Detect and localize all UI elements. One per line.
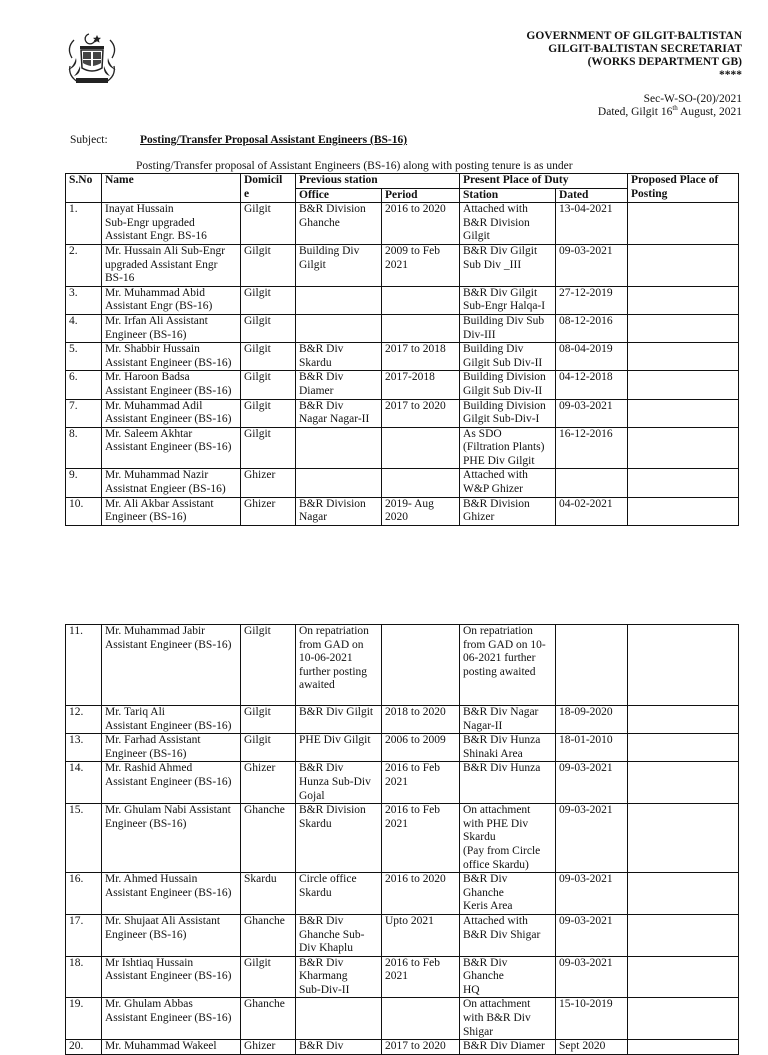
- cell-name: Mr. Saleem Akhtar Assistant Engineer (BS-16): [102, 427, 241, 469]
- cell-proposed: [628, 203, 739, 245]
- cell-period: 2017 to 2020: [382, 1040, 460, 1055]
- cell-proposed: [628, 625, 739, 706]
- header-domicile: Domicil e: [241, 174, 296, 203]
- cell-period: [382, 998, 460, 1040]
- cell-sno: 12.: [66, 706, 102, 734]
- cell-domicile: Ghanche: [241, 998, 296, 1040]
- cell-station: B&R Div Hunza Shinaki Area: [460, 734, 556, 762]
- table-row: [66, 343, 739, 371]
- cell-station: B&R Div Gilgit Sub Div _III: [460, 244, 556, 286]
- cell-office: B&R Div Hunza Sub-Div Gojal: [296, 762, 382, 804]
- cell-station: On attachment with PHE Div Skardu (Pay from Circle office Skardu): [460, 804, 556, 873]
- cell-period: 2017 to 2018: [382, 343, 460, 371]
- cell-period: 2009 to Feb 2021: [382, 244, 460, 286]
- cell-name: Mr. Farhad Assistant Engineer (BS-16): [102, 734, 241, 762]
- cell-office: B&R Div Skardu: [296, 343, 382, 371]
- cell-sno: 11.: [66, 625, 102, 706]
- table-row: [66, 497, 739, 525]
- intro-text: Posting/Transfer proposal of Assistant Engineers (BS-16) along with posting tenure is as under: [136, 160, 573, 172]
- date-suffix: August, 2021: [677, 106, 742, 118]
- cell-name: Mr Ishtiaq Hussain Assistant Engineer (BS-16): [102, 956, 241, 998]
- cell-proposed: [628, 343, 739, 371]
- cell-sno: 17.: [66, 914, 102, 956]
- cell-period: 2016 to Feb 2021: [382, 804, 460, 873]
- cell-domicile: Ghanche: [241, 914, 296, 956]
- cell-domicile: Ghizer: [241, 469, 296, 497]
- header-pres-dated: Dated: [556, 188, 628, 203]
- cell-office: Circle office Skardu: [296, 873, 382, 915]
- cell-proposed: [628, 762, 739, 804]
- cell-domicile: Gilgit: [241, 343, 296, 371]
- cell-domicile: Gilgit: [241, 734, 296, 762]
- cell-name: Mr. Haroon Badsa Assistant Engineer (BS-16): [102, 371, 241, 399]
- cell-proposed: [628, 734, 739, 762]
- cell-office: [296, 469, 382, 497]
- government-header: [526, 30, 742, 82]
- header-present-duty: Present Place of Duty: [460, 174, 628, 189]
- cell-sno: 14.: [66, 762, 102, 804]
- cell-station: B&R Div Ghanche HQ: [460, 956, 556, 998]
- cell-dated: [556, 469, 628, 497]
- cell-domicile: Ghizer: [241, 1040, 296, 1055]
- table-row: [66, 314, 739, 342]
- cell-proposed: [628, 286, 739, 314]
- header-name: Name: [102, 174, 241, 203]
- cell-name: Mr. Muhammad Nazir Assistnat Engieer (BS-16): [102, 469, 241, 497]
- header-row: [66, 174, 739, 189]
- cell-office: On repatriation from GAD on 10-06-2021 further posting awaited: [296, 625, 382, 706]
- cell-office: B&R Division Nagar: [296, 497, 382, 525]
- cell-dated: Sept 2020: [556, 1040, 628, 1055]
- cell-domicile: Skardu: [241, 873, 296, 915]
- cell-office: B&R Division Ghanche: [296, 203, 382, 245]
- cell-sno: 8.: [66, 427, 102, 469]
- cell-period: 2019- Aug 2020: [382, 497, 460, 525]
- cell-name: Mr. Irfan Ali Assistant Engineer (BS-16): [102, 314, 241, 342]
- cell-station: Building Div Gilgit Sub Div-II: [460, 343, 556, 371]
- header-line-1: GOVERNMENT OF GILGIT-BALTISTAN: [526, 30, 742, 42]
- cell-name: Mr. Shabbir Hussain Assistant Engineer (BS-16): [102, 343, 241, 371]
- cell-proposed: [628, 469, 739, 497]
- cell-proposed: [628, 314, 739, 342]
- header-pres-station: Station: [460, 188, 556, 203]
- cell-proposed: [628, 427, 739, 469]
- table-row: [66, 734, 739, 762]
- cell-sno: 4.: [66, 314, 102, 342]
- cell-period: [382, 625, 460, 706]
- cell-dated: 18-09-2020: [556, 706, 628, 734]
- table-row: [66, 804, 739, 873]
- table-row: [66, 706, 739, 734]
- cell-domicile: Gilgit: [241, 244, 296, 286]
- cell-period: Upto 2021: [382, 914, 460, 956]
- cell-station: Building Division Gilgit Sub-Div-I: [460, 399, 556, 427]
- cell-sno: 6.: [66, 371, 102, 399]
- reference-number: Sec-W-SO-(20)/2021: [643, 93, 742, 105]
- table-row: [66, 998, 739, 1040]
- header-prev-period: Period: [382, 188, 460, 203]
- cell-domicile: Gilgit: [241, 371, 296, 399]
- cell-office: B&R Division Skardu: [296, 804, 382, 873]
- table-row: [66, 244, 739, 286]
- cell-proposed: [628, 914, 739, 956]
- subject-text: Posting/Transfer Proposal Assistant Engineers (BS-16): [140, 134, 408, 146]
- cell-name: Mr. Muhammad Wakeel: [102, 1040, 241, 1055]
- header-line-2: GILGIT-BALTISTAN SECRETARIAT: [548, 43, 742, 55]
- table-row: [66, 469, 739, 497]
- cell-office: B&R Div Kharmang Sub-Div-II: [296, 956, 382, 998]
- cell-domicile: Gilgit: [241, 427, 296, 469]
- letter-date: [598, 106, 742, 119]
- cell-station: B&R Div Hunza: [460, 762, 556, 804]
- table-row: [66, 371, 739, 399]
- cell-sno: 3.: [66, 286, 102, 314]
- cell-station: B&R Div Diamer: [460, 1040, 556, 1055]
- cell-station: Attached with B&R Div Shigar: [460, 914, 556, 956]
- cell-name: Mr. Muhammad Jabir Assistant Engineer (BS-16): [102, 625, 241, 706]
- table-body: [66, 203, 739, 526]
- cell-sno: 10.: [66, 497, 102, 525]
- cell-sno: 5.: [66, 343, 102, 371]
- cell-dated: [556, 625, 628, 706]
- header-proposed-posting: Proposed Place of Posting: [628, 174, 739, 203]
- cell-sno: 15.: [66, 804, 102, 873]
- table-row: [66, 956, 739, 998]
- cell-proposed: [628, 706, 739, 734]
- cell-period: 2018 to 2020: [382, 706, 460, 734]
- cell-domicile: Gilgit: [241, 956, 296, 998]
- cell-period: [382, 314, 460, 342]
- cell-office: B&R Div Gilgit: [296, 706, 382, 734]
- cell-name: Inayat Hussain Sub-Engr upgraded Assistant Engr. BS-16: [102, 203, 241, 245]
- cell-name: Mr. Ghulam Abbas Assistant Engineer (BS-16): [102, 998, 241, 1040]
- cell-domicile: Gilgit: [241, 625, 296, 706]
- cell-name: Mr. Shujaat Ali Assistant Engineer (BS-16): [102, 914, 241, 956]
- cell-office: [296, 427, 382, 469]
- date-suffix-sup: th: [672, 104, 678, 113]
- table-row: [66, 873, 739, 915]
- cell-dated: 09-03-2021: [556, 399, 628, 427]
- cell-domicile: Gilgit: [241, 399, 296, 427]
- header-line-4: ****: [719, 69, 742, 81]
- cell-name: Mr. Ali Akbar Assistant Engineer (BS-16): [102, 497, 241, 525]
- table-row: [66, 762, 739, 804]
- cell-proposed: [628, 873, 739, 915]
- cell-dated: 09-03-2021: [556, 873, 628, 915]
- cell-office: B&R Div: [296, 1040, 382, 1055]
- cell-station: B&R Div Gilgit Sub-Engr Halqa-I: [460, 286, 556, 314]
- reference-block: [598, 93, 742, 119]
- cell-office: B&R Div Nagar Nagar-II: [296, 399, 382, 427]
- cell-dated: 09-03-2021: [556, 762, 628, 804]
- cell-dated: 09-03-2021: [556, 914, 628, 956]
- cell-name: Mr. Muhammad Adil Assistant Engineer (BS-16): [102, 399, 241, 427]
- cell-period: [382, 427, 460, 469]
- cell-proposed: [628, 804, 739, 873]
- cell-office: [296, 286, 382, 314]
- cell-proposed: [628, 244, 739, 286]
- cell-office: B&R Div Ghanche Sub- Div Khaplu: [296, 914, 382, 956]
- cell-dated: 08-12-2016: [556, 314, 628, 342]
- cell-domicile: Ghizer: [241, 497, 296, 525]
- cell-sno: 7.: [66, 399, 102, 427]
- cell-name: Mr. Tariq Ali Assistant Engineer (BS-16): [102, 706, 241, 734]
- cell-dated: 13-04-2021: [556, 203, 628, 245]
- cell-station: B&R Div Ghanche Keris Area: [460, 873, 556, 915]
- posting-table: [65, 173, 739, 526]
- cell-office: Building Div Gilgit: [296, 244, 382, 286]
- cell-sno: 16.: [66, 873, 102, 915]
- cell-period: 2017-2018: [382, 371, 460, 399]
- cell-period: 2016 to Feb 2021: [382, 956, 460, 998]
- header-prev-office: Office: [296, 188, 382, 203]
- cell-proposed: [628, 998, 739, 1040]
- cell-station: B&R Div Nagar Nagar-II: [460, 706, 556, 734]
- cell-sno: 1.: [66, 203, 102, 245]
- date-prefix: Dated, Gilgit 16: [597, 106, 673, 118]
- cell-name: Mr. Ghulam Nabi Assistant Engineer (BS-16): [102, 804, 241, 873]
- table-row: [66, 399, 739, 427]
- cell-station: Attached with W&P Ghizer: [460, 469, 556, 497]
- cell-sno: 9.: [66, 469, 102, 497]
- table-row: [66, 625, 739, 706]
- cell-name: Mr. Rashid Ahmed Assistant Engineer (BS-16): [102, 762, 241, 804]
- cell-proposed: [628, 1040, 739, 1055]
- header-line-3: (WORKS DEPARTMENT GB): [587, 56, 742, 68]
- table-row: [66, 427, 739, 469]
- cell-sno: 19.: [66, 998, 102, 1040]
- cell-period: 2016 to 2020: [382, 873, 460, 915]
- cell-domicile: Ghanche: [241, 804, 296, 873]
- cell-name: Mr. Ahmed Hussain Assistant Engineer (BS-16): [102, 873, 241, 915]
- cell-sno: 13.: [66, 734, 102, 762]
- cell-dated: 04-12-2018: [556, 371, 628, 399]
- cell-domicile: Gilgit: [241, 314, 296, 342]
- posting-table-continued: [65, 624, 739, 1055]
- cell-proposed: [628, 371, 739, 399]
- cell-domicile: Gilgit: [241, 706, 296, 734]
- cell-name: Mr. Muhammad Abid Assistant Engr (BS-16): [102, 286, 241, 314]
- cell-dated: 08-04-2019: [556, 343, 628, 371]
- cell-station: As SDO (Filtration Plants) PHE Div Gilgit: [460, 427, 556, 469]
- cell-dated: 18-01-2010: [556, 734, 628, 762]
- cell-station: Building Div Sub Div-III: [460, 314, 556, 342]
- cell-period: 2016 to Feb 2021: [382, 762, 460, 804]
- cell-domicile: Gilgit: [241, 286, 296, 314]
- table-row: [66, 286, 739, 314]
- cell-dated: 09-03-2021: [556, 804, 628, 873]
- cell-dated: 09-03-2021: [556, 244, 628, 286]
- cell-domicile: Ghizer: [241, 762, 296, 804]
- cell-sno: 2.: [66, 244, 102, 286]
- cell-sno: 18.: [66, 956, 102, 998]
- cell-period: [382, 286, 460, 314]
- subject-label: Subject:: [70, 134, 108, 146]
- cell-sno: 20.: [66, 1040, 102, 1055]
- cell-proposed: [628, 497, 739, 525]
- cell-station: On attachment with B&R Div Shigar: [460, 998, 556, 1040]
- table-body-continued: [66, 625, 739, 1055]
- cell-station: B&R Division Ghizer: [460, 497, 556, 525]
- cell-name: Mr. Hussain Ali Sub-Engr upgraded Assistant Engr BS-16: [102, 244, 241, 286]
- header-sno: S.No: [66, 174, 102, 203]
- cell-station: Attached with B&R Division Gilgit: [460, 203, 556, 245]
- cell-proposed: [628, 956, 739, 998]
- table-row: [66, 914, 739, 956]
- table-row: [66, 1040, 739, 1055]
- cell-office: PHE Div Gilgit: [296, 734, 382, 762]
- cell-dated: 15-10-2019: [556, 998, 628, 1040]
- cell-dated: 27-12-2019: [556, 286, 628, 314]
- cell-dated: 16-12-2016: [556, 427, 628, 469]
- government-emblem: [62, 30, 122, 88]
- cell-station: On repatriation from GAD on 10- 06-2021 further posting awaited: [460, 625, 556, 706]
- subject-line: [70, 134, 408, 146]
- cell-station: Building Division Gilgit Sub Div-II: [460, 371, 556, 399]
- cell-proposed: [628, 399, 739, 427]
- cell-period: 2017 to 2020: [382, 399, 460, 427]
- cell-period: 2016 to 2020: [382, 203, 460, 245]
- cell-dated: 04-02-2021: [556, 497, 628, 525]
- cell-office: [296, 314, 382, 342]
- cell-domicile: Gilgit: [241, 203, 296, 245]
- cell-office: B&R Div Diamer: [296, 371, 382, 399]
- cell-period: [382, 469, 460, 497]
- table-row: [66, 203, 739, 245]
- header-previous-station: Previous station: [296, 174, 460, 189]
- cell-office: [296, 998, 382, 1040]
- cell-period: 2006 to 2009: [382, 734, 460, 762]
- cell-dated: 09-03-2021: [556, 956, 628, 998]
